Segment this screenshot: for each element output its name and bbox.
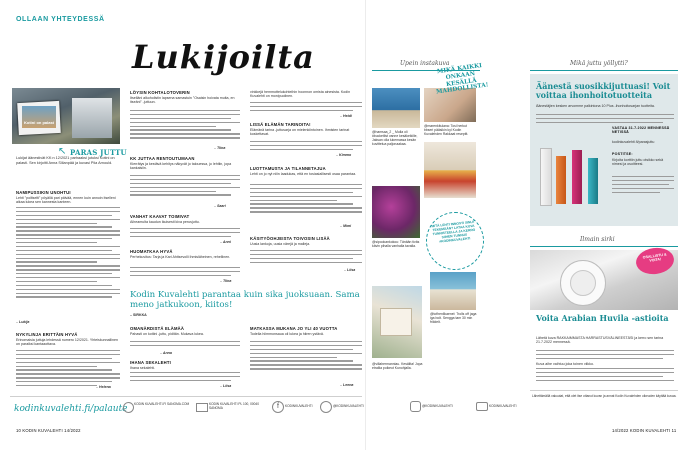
- instagram-icon[interactable]: [410, 401, 421, 412]
- letter-text-lines: [250, 341, 362, 372]
- letter-signature: – Tiina: [214, 146, 226, 150]
- letter-text-lines: [16, 207, 120, 300]
- letter-body: Itselläni alkoholistin lapsena samastuin "Osaisin hoivata muita, en itseäni" -juttuun.: [130, 96, 235, 105]
- vastaa-body[interactable]: kodinkuvalehti.fi/parasjuttu: [612, 140, 655, 144]
- letter-signature: – Liisa: [220, 384, 232, 388]
- right-header-2: Ilmain sirki: [580, 236, 615, 243]
- footer-tagline[interactable]: kodinkuvalehti.fi/palaute: [14, 404, 128, 414]
- paras-juttu-photo-text: Kotini on palast: [24, 120, 54, 125]
- footer-facebook[interactable]: KODINKUVALEHTI: [285, 404, 313, 408]
- vote-panel-lines: [536, 114, 674, 126]
- page-title: Lukijoilta: [132, 38, 315, 76]
- mail-icon: [196, 403, 208, 412]
- letter-signature: – Saari: [214, 204, 226, 208]
- right-header-rule: [530, 70, 678, 71]
- letter-title: VANHAT KAAVAT TOIMIVAT: [130, 214, 190, 219]
- letter-body: Lehti "poiltselti" pöyällä pari päivää, ennen kuin annoin itselleni aikaa lukea sen kannesta kanteen.: [16, 196, 116, 205]
- footer-twitter[interactable]: @KODINKUVALEHTI: [333, 404, 364, 408]
- postitse-title: POSTITSE:: [612, 152, 633, 156]
- letter-title: LÖYSIN KOHTALOTOVERIN: [130, 90, 190, 95]
- product-bottle: [572, 150, 582, 204]
- letter-text-lines: [130, 228, 240, 240]
- letter-body: vinkkejä hemmottelukohteihin hoonnon omista ainesista. Kodin Kuvalehti on monipuolinen.: [250, 90, 351, 99]
- letter-title: KÄSITYÖOHJEISTA TOIVOSIN LISÄÄ: [250, 236, 330, 241]
- right-folio: 14/2022 KODIN KUVALEHTI 11: [612, 428, 677, 433]
- voita-body: Lähetä kuva RAKKAIMMASTA HARRASTUSVÄLINEESTÄSI ja kerro sen tarina 21.7.2022 mennessä.: [536, 336, 664, 345]
- letter-text-lines: [130, 110, 240, 141]
- vastaa-title: VASTAA 31.7.2022 MENNESSÄ NETISSÄ: [612, 126, 670, 134]
- letter-signature: – Lukija: [16, 320, 30, 324]
- letter-body: Aiheamulta kaudun ikuisesti kiva perusjuttu.: [130, 220, 200, 224]
- insta-bubble: [430, 62, 491, 97]
- voita-lines: [536, 368, 674, 384]
- letter-text-lines: [16, 350, 120, 389]
- insta-caption: @tofhenlikaenel: Trolls off jaga iga bolt. Sengga tam 30 min friiidelt.: [430, 312, 477, 324]
- arrow-icon: ↖: [58, 146, 67, 157]
- osallistu-badge-text: OSALLISTU & VOITA!: [642, 252, 667, 264]
- paras-juttu-caption: Lukijat äänestivät KK:n 12/2021 parhaaksi jutuksi Kotini on palasti. Sen kirjoitti Anna Siilanpää ja kuvasi Piia Arnould.: [16, 156, 115, 165]
- letter-title: LISSÄ ELÄMÄN TARINOITA!: [250, 122, 311, 127]
- product-bottle: [588, 158, 598, 204]
- vote-panel-title: Äänestä suosikkijuttuasi! Voit voittaa ihonhoitotuotteita: [536, 81, 671, 100]
- letter-text-lines: [130, 175, 240, 198]
- letter-body: Perhekuvitus: Tarja ja Kari Ahtisevolli ihmisläheinen, rehellinen.: [130, 255, 231, 259]
- insta-bubble-text: MIKÄ KAIKKI ONKAAN KESÄLLÄ MAHDOLLISTA!: [435, 62, 489, 96]
- insta-caption: @villahermanniau. Kesäilta! Jopa etrallia poikeut Kunohjalla.: [372, 362, 423, 370]
- letter-text-lines: [250, 102, 362, 114]
- insta-photo: [372, 186, 420, 238]
- letter-signature: – Anni: [220, 240, 231, 244]
- insta-photo: [430, 272, 476, 310]
- left-folio: 10 KODIN KUVALEHTI 14/2022: [16, 428, 81, 433]
- banner-signature: – SIRKKA: [130, 313, 147, 317]
- insta-photo: [424, 142, 476, 198]
- letter-signature: – Helena: [96, 385, 111, 389]
- voita-body-2: Kuva aihe vaihtuu joka toinen viikko.: [536, 362, 594, 366]
- letter-title: NYKYLINJA ERITTÄIN HYVÄ: [16, 332, 78, 337]
- footnote: Lähettämällä vakuutat, että olet itse ottanut kuvan ja annat Kodin Kuvalehden oikeuden käyttää kuvaa.: [532, 394, 677, 398]
- letter-title: OMANÄRDISTÄ ELÄMÄÄ: [130, 326, 185, 331]
- letter-text-lines: [130, 372, 240, 384]
- footer-instagram[interactable]: @KODINKUVALEHTI: [422, 404, 453, 408]
- twitter-icon[interactable]: [320, 401, 332, 413]
- letter-signature: – Mimi: [340, 224, 352, 228]
- page-gutter: [365, 0, 366, 450]
- letter-title: MATKASSA MUKANA JO YLI 40 VUOTTA: [250, 326, 338, 331]
- postitse-lines: [612, 176, 674, 195]
- insta-header: Upein instakuva: [400, 60, 450, 67]
- letter-body: Kierrätys ja kestävä kehitys näkyvät jo talouessa, jo lehtiin, jopa kankaisiin.: [130, 162, 232, 171]
- postitse-body: Kirjoita korttiin juttu otsikko sekä nimesi ja osoitteesi.: [612, 158, 664, 167]
- footer-address-2: KODIN KUVALEHTI PL 100, 00040 SANOMA: [209, 402, 259, 411]
- insta-photo: [372, 286, 422, 358]
- footer-strip: [10, 396, 362, 397]
- globe-icon: [123, 402, 134, 413]
- insta-photo: [372, 88, 420, 128]
- letter-signature: – Heidi: [340, 114, 352, 118]
- right-header: Mikä juttu yöllytti?: [570, 60, 628, 67]
- letter-body: Erinomaisia juttuja lehdessä numero 12/2021. Yhteiskunnallinen on paraiksi kantaaottava.: [16, 338, 119, 347]
- footer-youtube[interactable]: KODINKUVALEHTI: [489, 404, 517, 408]
- letter-signature: – Liisa: [344, 268, 356, 272]
- share-circle-text: MITÄ LEHTI INNOSTI SINUT TEKEMÄÄN? LATAA KUVA TUNNISTEELLA JA KERRO SIIHEN TUNNUS #KODINKUVALEHTI: [431, 219, 476, 244]
- insta-caption: @sipookankokou: Tänään tiväs kävin pihalla vanhalla tavalla.: [372, 240, 420, 248]
- vote-panel-body: Äänestäjien kesken arvomme palkintona 10 Plus -ihonhoitosarjan tuotteita.: [536, 104, 655, 108]
- product-bottle: [556, 156, 566, 204]
- letter-body: Uusia lankoja, uusia värejä ja malleja.: [250, 242, 311, 246]
- voita-title: Voita Arabian Huvila -astioita: [536, 313, 669, 323]
- paras-juttu-photo: [12, 88, 120, 144]
- letter-title: IHANA SEKALEHTI: [130, 360, 171, 365]
- letter-text-lines: [250, 141, 362, 153]
- letter-text-lines: [250, 250, 362, 266]
- letter-signature: – Kimmo: [336, 153, 352, 157]
- letter-text-lines: [250, 184, 362, 215]
- letter-body: Elämänä tarina -juttusarja on mielenkiintoinen. Ihmisten tarinat koskettavat.: [250, 128, 350, 137]
- insta-caption: @marenkitulana: Tosi herkut bbseri pääsikin kyl Kodin Kuvalehden Rakkaat reseptit.: [424, 124, 469, 136]
- paras-juttu-badge: PARAS JUTTU: [70, 148, 127, 157]
- letter-signature: – Tiina: [220, 279, 232, 283]
- banner-quote: Kodin Kuvalehti parantaa kuin sika juoksuaan. Sama meno jatkukoon, kiitos!: [130, 290, 360, 310]
- footnote-rule: [530, 390, 678, 391]
- youtube-icon[interactable]: [476, 402, 488, 411]
- facebook-icon[interactable]: f: [272, 401, 284, 413]
- section-header: OLLAAN YHTEYDESSÄ: [16, 16, 105, 23]
- letter-body: Lehti on jo nyt niiin laadukas, että en tosiasiallisesti osaa parantaa.: [250, 172, 357, 176]
- letter-signature: – Anna: [160, 351, 172, 355]
- letter-body: Todella hiimmonsaua oli lukea ja hiiren ystävä.: [250, 332, 324, 336]
- letter-title: KK JUTTAA RENTOUTUMAAN: [130, 156, 195, 161]
- letter-title: HUOMATKAA HYVÄ: [130, 249, 173, 254]
- letter-text-lines: [130, 267, 240, 279]
- letter-title: NAMIPUSSIKIN UNOHTUI: [16, 190, 71, 195]
- insta-caption: @hamsaa_2 _ Mulla oli #bucketlist vanne kesäkeikille, Jaksan olla lukemassa kesän kuvittelua paljonaakaa.: [372, 130, 418, 146]
- letter-body: Pahasti on kotiini -juttu, piditän. Mukava lukea.: [130, 332, 204, 336]
- product-bottle: [540, 148, 552, 206]
- letter-body: Ihana sekalehti.: [130, 366, 156, 370]
- letter-signature: – Leena: [340, 383, 354, 387]
- letter-title: LUOTTAMUSTA JA TILANNETAJUA: [250, 166, 326, 171]
- footer-address-1: KODIN KUVALEHTI.FI SANOMA.COM: [134, 402, 190, 406]
- letter-text-lines: [130, 341, 240, 349]
- voita-lines: [536, 350, 674, 362]
